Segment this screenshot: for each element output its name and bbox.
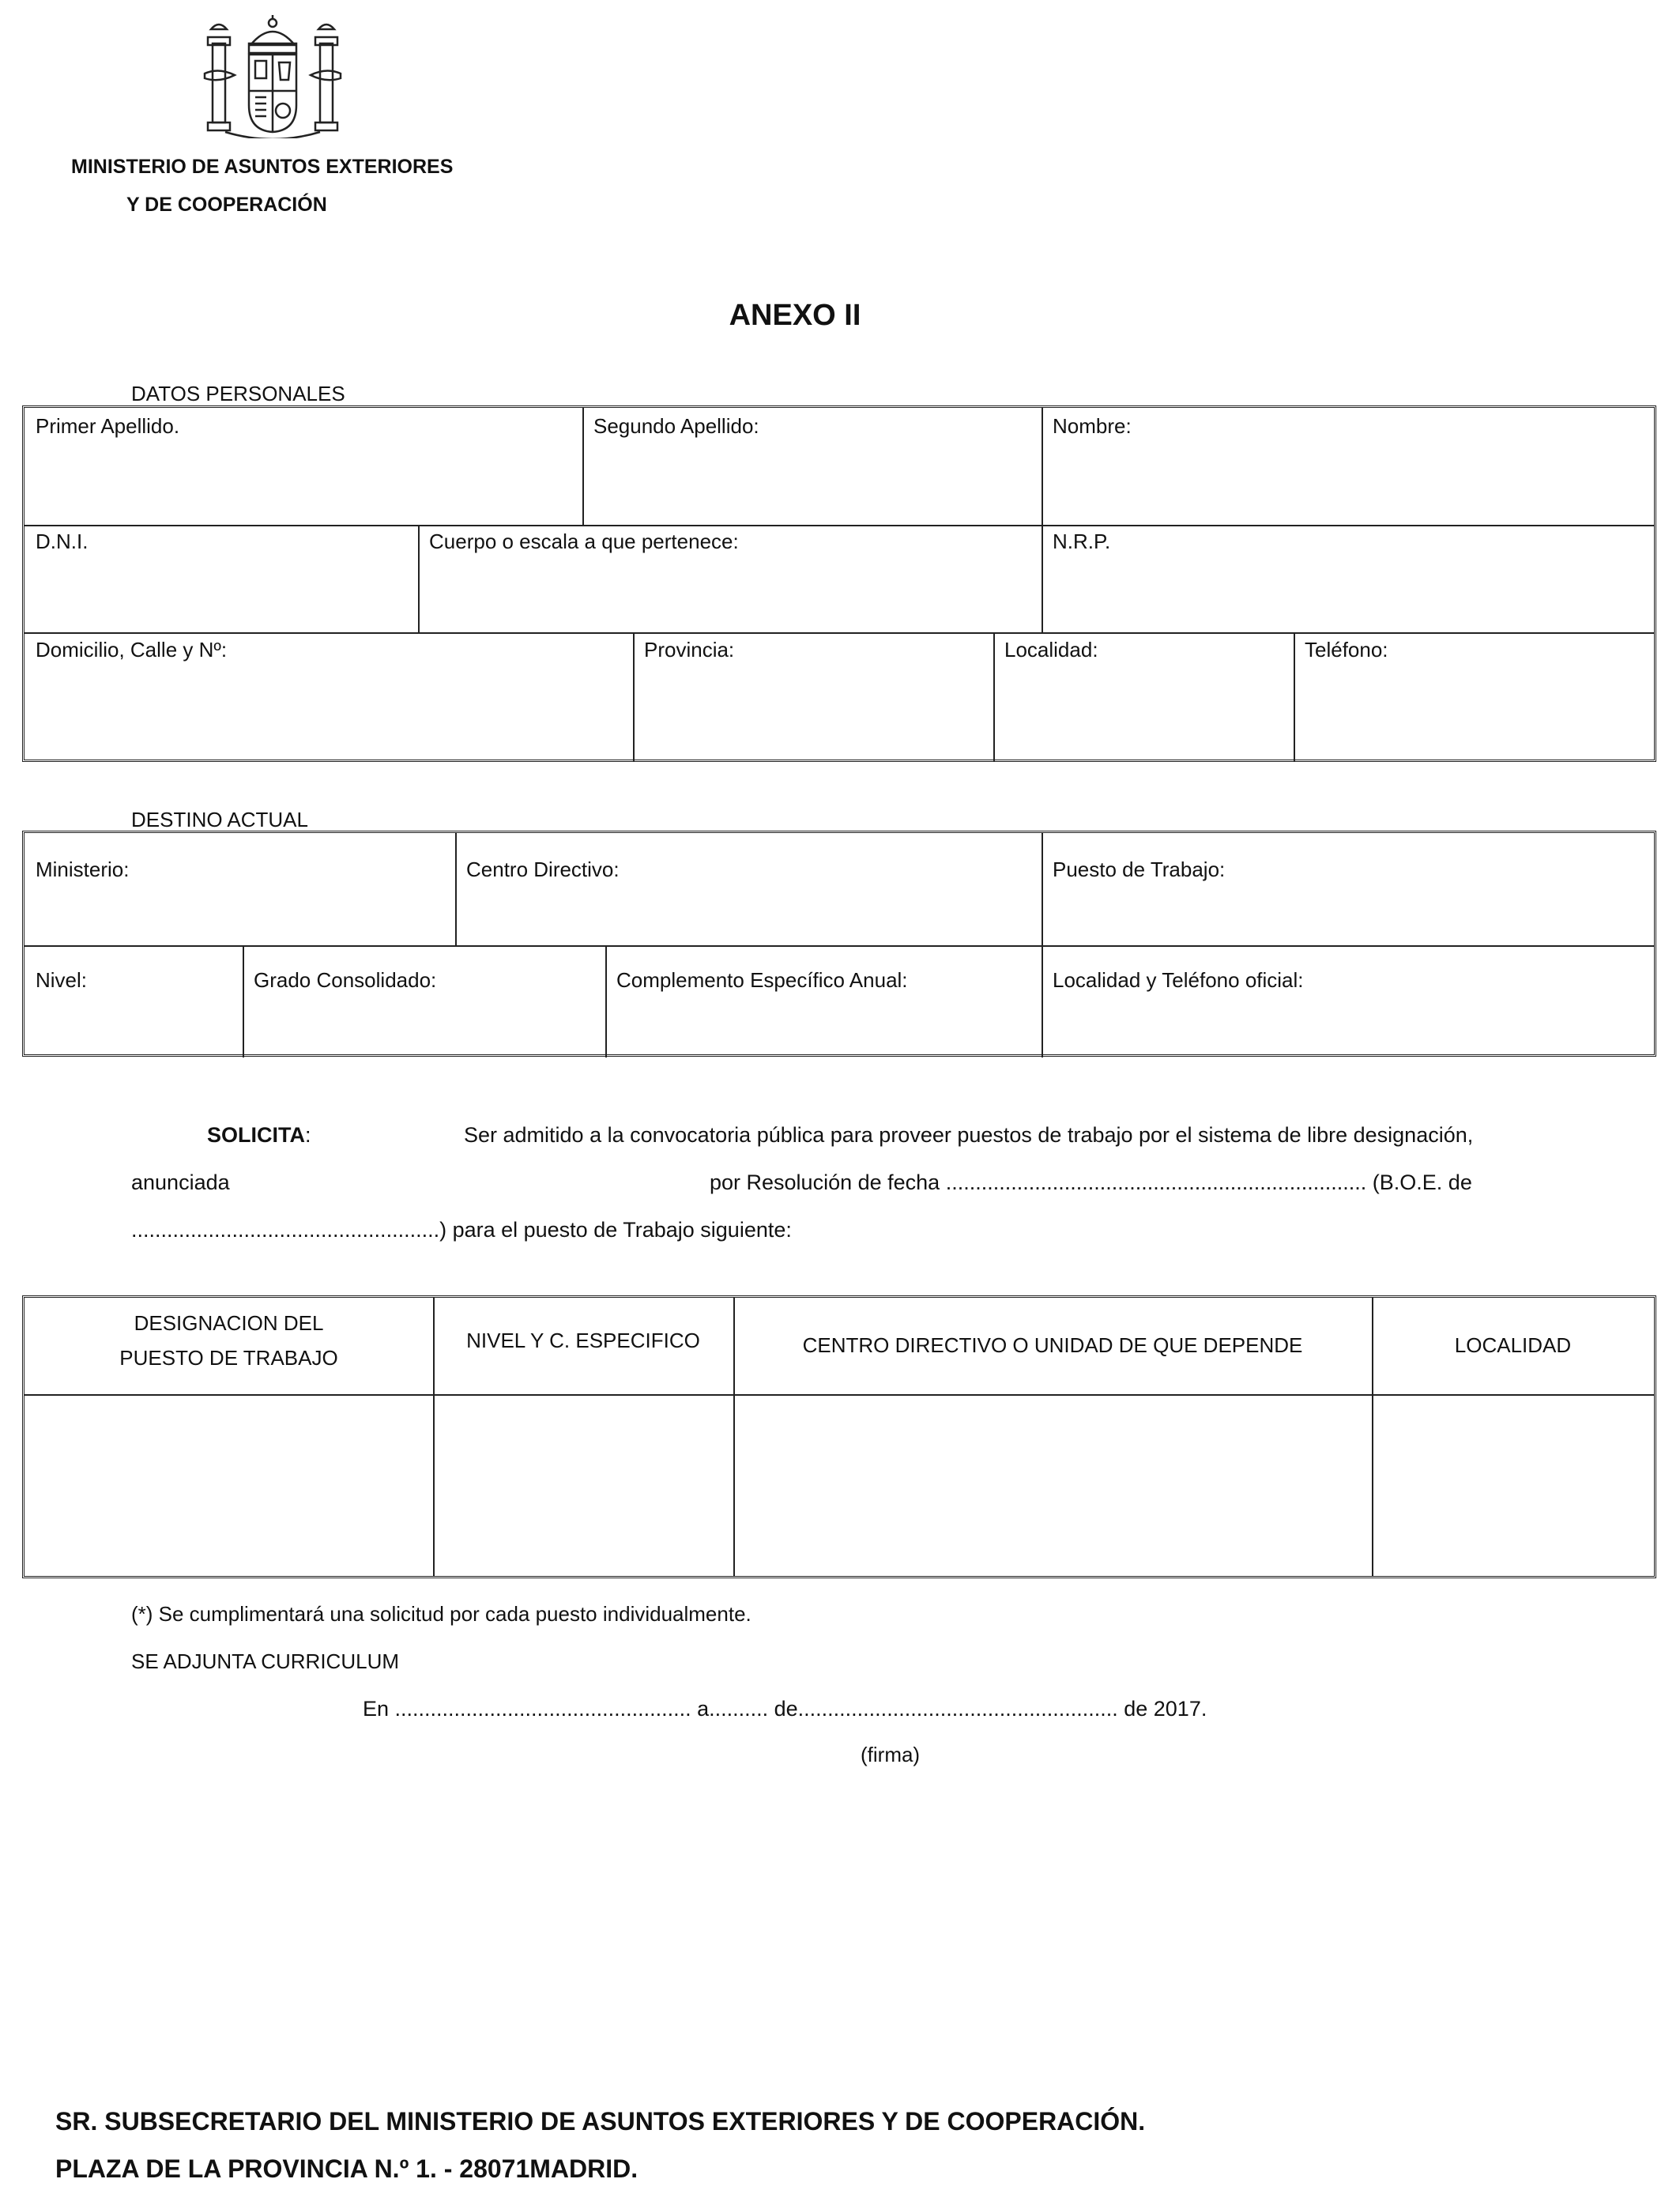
header-centro-directivo: CENTRO DIRECTIVO O UNIDAD DE QUE DEPENDE: [802, 1333, 1303, 1357]
field-nivel[interactable]: Nivel:: [36, 968, 88, 992]
footer-address: PLAZA DE LA PROVINCIA N.º 1. - 28071MADRID.: [55, 2154, 638, 2183]
field-nrp[interactable]: N.R.P.: [1053, 530, 1111, 553]
date-line[interactable]: En .................................................. a.......... de...................................................... de 2017.: [363, 1697, 1207, 1721]
solicita-line2-resolucion[interactable]: por Resolución de fecha ....................................................................... (B.O.E. de: [710, 1171, 1472, 1194]
ministry-name-line1: MINISTERIO DE ASUNTOS EXTERIORES: [71, 156, 454, 178]
field-localidad-telefono-oficial[interactable]: Localidad y Teléfono oficial:: [1053, 968, 1304, 992]
field-telefono[interactable]: Teléfono:: [1305, 638, 1388, 662]
field-cuerpo-escala[interactable]: Cuerpo o escala a que pertenece:: [429, 530, 739, 553]
firma-label: (firma): [861, 1743, 921, 1766]
field-primer-apellido[interactable]: Primer Apellido.: [36, 414, 180, 438]
field-dni[interactable]: D.N.I.: [36, 530, 89, 553]
solicita-label: SOLICITA:: [207, 1123, 311, 1147]
section-label-datos-personales: DATOS PERSONALES: [131, 382, 345, 405]
puesto-table: [22, 1295, 1656, 1578]
section-label-destino-actual: DESTINO ACTUAL: [131, 808, 308, 831]
note-solicitud-por-puesto: (*) Se cumplimentará una solicitud por cada puesto individualmente.: [131, 1602, 751, 1626]
field-ministerio[interactable]: Ministerio:: [36, 858, 130, 881]
field-localidad[interactable]: Localidad:: [1004, 638, 1098, 662]
field-complemento-especifico[interactable]: Complemento Específico Anual:: [616, 968, 908, 992]
destino-actual-box: [22, 831, 1656, 1057]
footer-recipient: SR. SUBSECRETARIO DEL MINISTERIO DE ASUNTOS EXTERIORES Y DE COOPERACIÓN.: [55, 2107, 1146, 2136]
ministry-name-line2: Y DE COOPERACIÓN: [126, 194, 327, 216]
field-domicilio[interactable]: Domicilio, Calle y Nº:: [36, 638, 228, 662]
datos-personales-box: [22, 405, 1656, 762]
cell-designacion-puesto[interactable]: [26, 1397, 431, 1575]
note-curriculum: SE ADJUNTA CURRICULUM: [131, 1649, 400, 1673]
solicita-line2-anunciada: anunciada: [131, 1171, 230, 1194]
solicita-line3[interactable]: ....................................................) para el puesto de Trabajo siguiente:: [131, 1218, 792, 1242]
field-grado-consolidado[interactable]: Grado Consolidado:: [254, 968, 437, 992]
coat-of-arms-icon: [202, 12, 344, 138]
header-nivel-especifico: NIVEL Y C. ESPECIFICO: [466, 1329, 700, 1352]
cell-centro-directivo[interactable]: [736, 1397, 1370, 1575]
header-designacion-puesto: DESIGNACION DEL PUESTO DE TRABAJO: [119, 1311, 338, 1370]
field-provincia[interactable]: Provincia:: [644, 638, 735, 662]
field-puesto-trabajo[interactable]: Puesto de Trabajo:: [1053, 858, 1226, 881]
document-title: ANEXO II: [729, 299, 861, 332]
header-localidad: LOCALIDAD: [1454, 1333, 1572, 1357]
solicita-line1: Ser admitido a la convocatoria pública para proveer puestos de trabajo por el sistema de libre designación,: [464, 1123, 1474, 1147]
field-segundo-apellido[interactable]: Segundo Apellido:: [593, 414, 759, 438]
cell-nivel-especifico[interactable]: [435, 1397, 732, 1575]
field-nombre[interactable]: Nombre:: [1053, 414, 1132, 438]
cell-localidad[interactable]: [1374, 1397, 1652, 1575]
field-centro-directivo[interactable]: Centro Directivo:: [466, 858, 620, 881]
